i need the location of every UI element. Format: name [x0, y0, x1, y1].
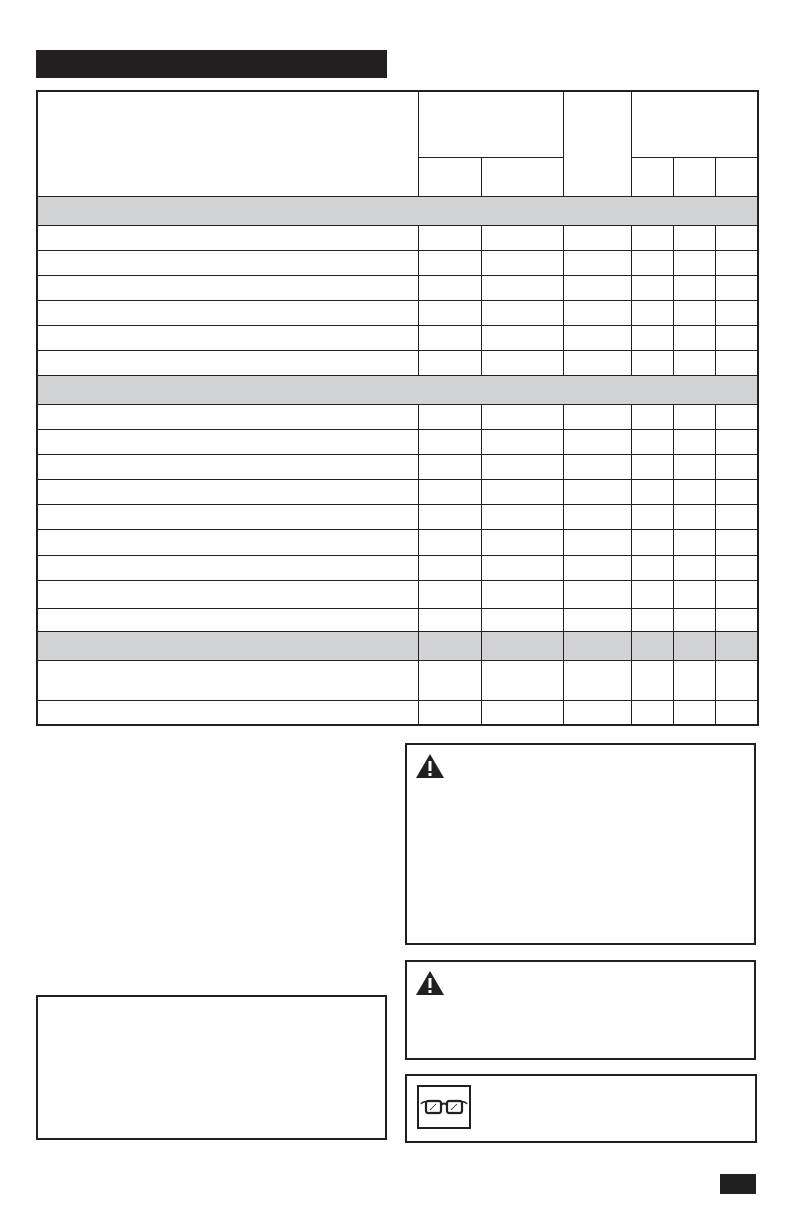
- interval-cell: [418, 660, 481, 700]
- interval-cell: [715, 429, 758, 454]
- header-col-3: [481, 157, 563, 196]
- interval-cell: [418, 300, 481, 325]
- interval-cell: [673, 580, 715, 608]
- table-row: [37, 504, 758, 529]
- interval-cell: [481, 529, 563, 555]
- interval-cell: [563, 479, 631, 504]
- interval-cell: [673, 529, 715, 555]
- interval-cell: [715, 479, 758, 504]
- interval-cell: [631, 479, 673, 504]
- interval-cell: [715, 700, 758, 725]
- interval-cell: [563, 325, 631, 350]
- interval-cell: [481, 225, 563, 250]
- interval-cell: [563, 225, 631, 250]
- interval-cell: [481, 404, 563, 429]
- task-cell: [37, 608, 418, 631]
- section-header-row: [37, 196, 758, 225]
- interval-cell: [673, 429, 715, 454]
- table-row: [37, 580, 758, 608]
- task-cell: [37, 404, 418, 429]
- interval-cell: [563, 404, 631, 429]
- interval-cell: [418, 225, 481, 250]
- interval-cell: [481, 325, 563, 350]
- interval-cell: [631, 504, 673, 529]
- interval-cell: [673, 660, 715, 700]
- interval-cell: [673, 325, 715, 350]
- page-number-tab: [720, 1174, 756, 1194]
- interval-cell: [673, 555, 715, 580]
- interval-cell: [673, 608, 715, 631]
- interval-cell: [563, 580, 631, 608]
- warning-box-1: [405, 743, 756, 945]
- interval-cell: [631, 225, 673, 250]
- interval-cell: [481, 555, 563, 580]
- section-header-row: [37, 631, 758, 660]
- interval-cell: [563, 529, 631, 555]
- interval-cell: [418, 429, 481, 454]
- interval-cell: [631, 404, 673, 429]
- interval-cell: [631, 580, 673, 608]
- interval-cell: [673, 275, 715, 300]
- interval-cell: [715, 454, 758, 479]
- interval-cell: [673, 479, 715, 504]
- interval-cell: [418, 529, 481, 555]
- interval-cell: [563, 350, 631, 375]
- interval-cell: [715, 250, 758, 275]
- section-title-bar: [36, 50, 387, 78]
- interval-cell: [481, 350, 563, 375]
- table-row: [37, 225, 758, 250]
- maintenance-schedule-table: [36, 90, 759, 726]
- section-label: [37, 375, 758, 404]
- interval-cell: [631, 325, 673, 350]
- interval-cell: [715, 580, 758, 608]
- interval-cell: [563, 429, 631, 454]
- interval-cell: [673, 454, 715, 479]
- header-group-a: [418, 91, 563, 157]
- header-col-2: [418, 157, 481, 196]
- interval-cell: [418, 404, 481, 429]
- interval-cell: [631, 300, 673, 325]
- task-cell: [37, 700, 418, 725]
- interval-cell: [715, 300, 758, 325]
- interval-cell: [481, 660, 563, 700]
- interval-cell: [631, 429, 673, 454]
- interval-cell: [418, 325, 481, 350]
- warning-triangle-icon: [415, 970, 445, 996]
- header-col-7: [715, 157, 758, 196]
- interval-cell: [563, 275, 631, 300]
- interval-cell: [481, 479, 563, 504]
- section-cell: [631, 631, 673, 660]
- interval-cell: [673, 404, 715, 429]
- table-row: [37, 350, 758, 375]
- interval-cell: [481, 454, 563, 479]
- table-row: [37, 429, 758, 454]
- task-cell: [37, 580, 418, 608]
- interval-cell: [631, 700, 673, 725]
- interval-cell: [715, 350, 758, 375]
- interval-cell: [481, 608, 563, 631]
- table-row: [37, 300, 758, 325]
- notice-box: [36, 995, 387, 1140]
- interval-cell: [418, 250, 481, 275]
- header-col-4: [563, 91, 631, 196]
- interval-cell: [715, 608, 758, 631]
- table-row: [37, 555, 758, 580]
- schedule-table-body: [37, 91, 758, 725]
- interval-cell: [673, 700, 715, 725]
- interval-cell: [715, 529, 758, 555]
- interval-cell: [673, 350, 715, 375]
- interval-cell: [481, 250, 563, 275]
- interval-cell: [563, 660, 631, 700]
- interval-cell: [631, 660, 673, 700]
- section-cell: [481, 631, 563, 660]
- interval-cell: [673, 300, 715, 325]
- header-item: [37, 91, 418, 196]
- interval-cell: [631, 350, 673, 375]
- interval-cell: [563, 555, 631, 580]
- task-cell: [37, 529, 418, 555]
- interval-cell: [481, 429, 563, 454]
- table-row: [37, 660, 758, 700]
- task-cell: [37, 300, 418, 325]
- interval-cell: [418, 275, 481, 300]
- interval-cell: [715, 275, 758, 300]
- table-row: [37, 608, 758, 631]
- task-cell: [37, 479, 418, 504]
- section-header-row: [37, 375, 758, 404]
- header-col-6: [673, 157, 715, 196]
- interval-cell: [715, 404, 758, 429]
- section-label: [37, 196, 758, 225]
- interval-cell: [418, 580, 481, 608]
- header-group-b: [631, 91, 758, 157]
- interval-cell: [418, 454, 481, 479]
- interval-cell: [563, 504, 631, 529]
- interval-cell: [715, 555, 758, 580]
- interval-cell: [631, 529, 673, 555]
- interval-cell: [481, 700, 563, 725]
- interval-cell: [631, 454, 673, 479]
- interval-cell: [715, 504, 758, 529]
- task-cell: [37, 350, 418, 375]
- task-cell: [37, 250, 418, 275]
- interval-cell: [631, 555, 673, 580]
- interval-cell: [418, 700, 481, 725]
- interval-cell: [715, 660, 758, 700]
- section-cell: [563, 631, 631, 660]
- table-row: [37, 250, 758, 275]
- safety-glasses-icon: [419, 1087, 469, 1127]
- interval-cell: [715, 325, 758, 350]
- interval-cell: [418, 555, 481, 580]
- interval-cell: [418, 350, 481, 375]
- section-label: [37, 631, 418, 660]
- interval-cell: [481, 504, 563, 529]
- safety-glasses-icon-frame: [417, 1085, 471, 1129]
- table-row: [37, 454, 758, 479]
- interval-cell: [631, 275, 673, 300]
- interval-cell: [481, 580, 563, 608]
- header-col-5: [631, 157, 673, 196]
- table-row: [37, 700, 758, 725]
- task-cell: [37, 429, 418, 454]
- eye-protection-box: [405, 1074, 757, 1143]
- section-cell: [418, 631, 481, 660]
- interval-cell: [418, 608, 481, 631]
- interval-cell: [563, 250, 631, 275]
- task-cell: [37, 275, 418, 300]
- task-cell: [37, 504, 418, 529]
- section-cell: [715, 631, 758, 660]
- header-row-upper: [37, 91, 758, 157]
- interval-cell: [418, 479, 481, 504]
- warning-triangle-icon: [415, 753, 445, 779]
- table-row: [37, 479, 758, 504]
- task-cell: [37, 225, 418, 250]
- table-row: [37, 275, 758, 300]
- table-row: [37, 325, 758, 350]
- interval-cell: [673, 250, 715, 275]
- table-row: [37, 529, 758, 555]
- interval-cell: [673, 225, 715, 250]
- interval-cell: [563, 454, 631, 479]
- task-cell: [37, 555, 418, 580]
- interval-cell: [418, 504, 481, 529]
- interval-cell: [715, 225, 758, 250]
- interval-cell: [563, 608, 631, 631]
- interval-cell: [631, 608, 673, 631]
- interval-cell: [563, 700, 631, 725]
- task-cell: [37, 660, 418, 700]
- task-cell: [37, 325, 418, 350]
- interval-cell: [673, 504, 715, 529]
- interval-cell: [481, 275, 563, 300]
- interval-cell: [631, 250, 673, 275]
- task-cell: [37, 454, 418, 479]
- warning-box-2: [405, 960, 756, 1060]
- section-cell: [673, 631, 715, 660]
- table-row: [37, 404, 758, 429]
- interval-cell: [481, 300, 563, 325]
- interval-cell: [563, 300, 631, 325]
